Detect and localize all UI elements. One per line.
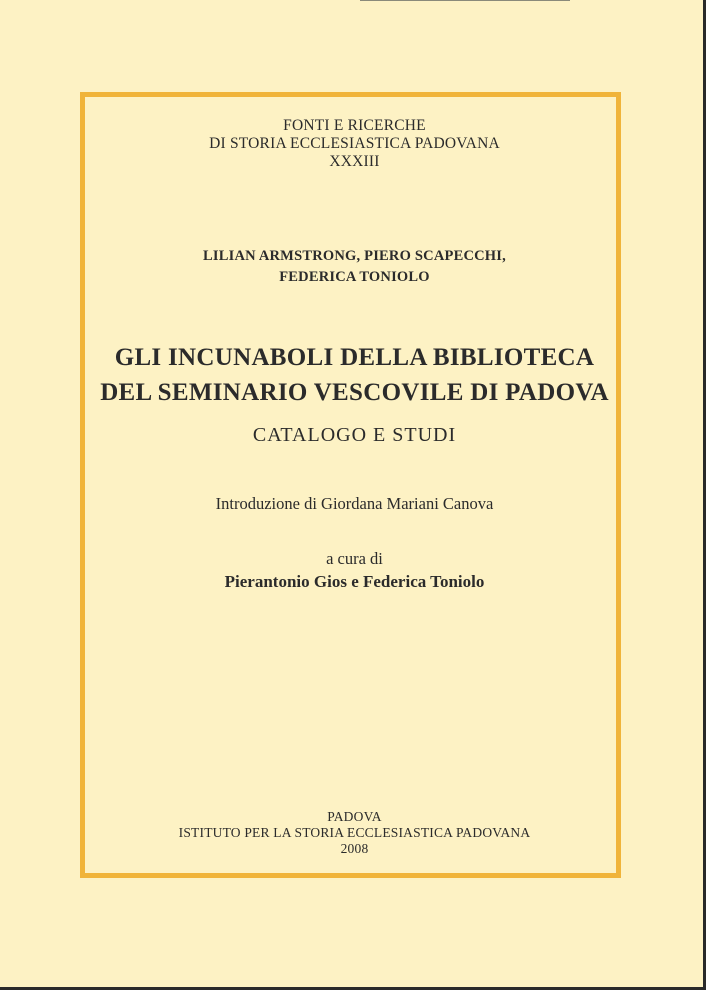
series-title-line1: FONTI E RICERCHE — [283, 117, 426, 134]
top-edge-line — [360, 0, 570, 1]
authors-line1: LILIAN ARMSTRONG, PIERO SCAPECCHI, — [203, 248, 506, 264]
publication-year: 2008 — [340, 841, 369, 856]
editors-names: Pierantonio Gios e Federica Toniolo — [224, 572, 485, 591]
series-volume-number: XXXIII — [329, 153, 380, 170]
series-title-line2: DI STORIA ECCLESIASTICA PADOVANA — [209, 135, 500, 152]
editors-label: a cura di — [326, 549, 383, 568]
publisher-city: PADOVA — [327, 809, 382, 824]
publisher-name: ISTITUTO PER LA STORIA ECCLESIASTICA PADOVANA — [178, 825, 531, 840]
introduction-credit: Introduzione di Giordana Mariani Canova — [215, 494, 494, 513]
book-title-line2: DEL SEMINARIO VESCOVILE DI PADOVA — [100, 379, 609, 406]
book-title-line1: GLI INCUNABOLI DELLA BIBLIOTECA — [114, 344, 595, 371]
decorative-frame — [80, 92, 621, 878]
authors-line2: FEDERICA TONIOLO — [279, 269, 430, 285]
book-subtitle: CATALOGO E STUDI — [252, 424, 457, 446]
